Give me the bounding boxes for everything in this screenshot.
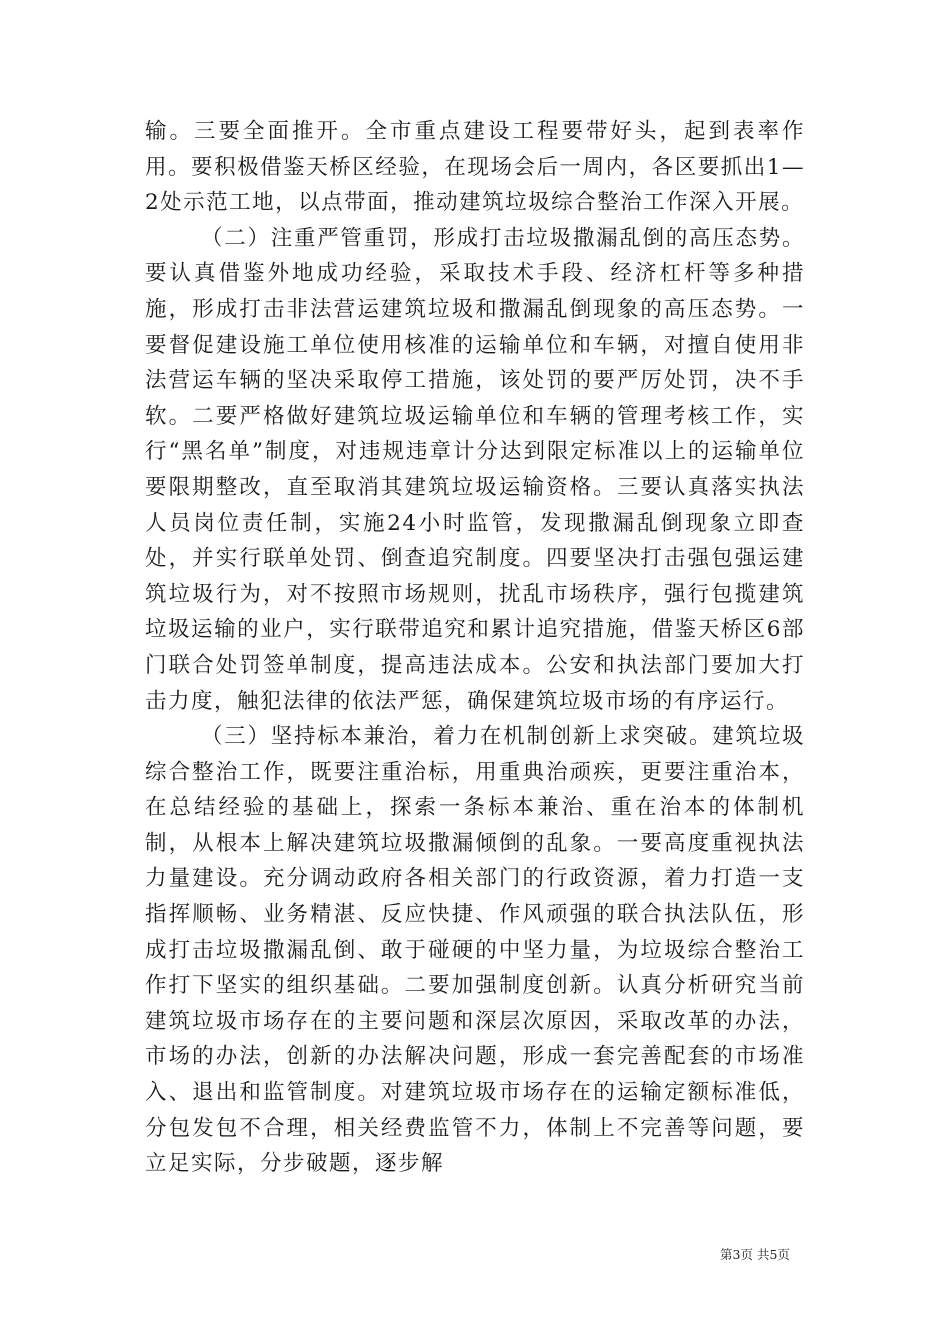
document-body (145, 114, 805, 1182)
paragraph-2: （二）注重严管重罚，形成打击垃圾撒漏乱倒的高压态势。要认真借鉴外地成功经验，采取技术手段、经济杠杆等多种措施，形成打击非法营运建筑垃圾和撒漏乱倒现象的高压态势。一要督促建设施工单位使用核准的运输单位和车辆，对擅自使用非法营运车辆的坚决采取停工措施，该处罚的要严厉处罚，决不手软。二要严格做好建筑垃圾运输单位和车辆的管理考核工作，实行“黑名单”制度，对违规违章计分达到限定标准以上的运输单位要限期整改，直至取消其建筑垃圾运输资格。三要认真落实执法人员岗位责任制，实施24小时监管，发现撒漏乱倒现象立即查处，并实行联单处罚、倒查追究制度。四要坚决打击强包强运建筑垃圾行为，对不按照市场规则，扰乱市场秩序，强行包揽建筑垃圾运输的业户，实行联带追究和累计追究措施，借鉴天桥区6部门联合处罚签单制度，提高违法成本。公安和执法部门要加大打击力度，触犯法律的依法严惩，确保建筑垃圾市场的有序运行。 (145, 225, 805, 714)
page-number-footer (720, 1247, 790, 1263)
footer-suffix: 页 (777, 1247, 790, 1262)
paragraph-1: 输。三要全面推开。全市重点建设工程要带好头，起到表率作用。要积极借鉴天桥区经验，在现场会后一周内，各区要抓出1—2处示范工地，以点带面，推动建筑垃圾综合整治工作深入开展。 (145, 119, 805, 216)
paragraph-3: （三）坚持标本兼治，着力在机制创新上求突破。建筑垃圾综合整治工作，既要注重治标，用重典治顽疾，更要注重治本，在总结经验的基础上，探索一条标本兼治、重在治本的体制机制，从根本上解决建筑垃圾撒漏倾倒的乱象。一要高度重视执法力量建设。充分调动政府各相关部门的行政资源，着力打造一支指挥顺畅、业务精湛、反应快捷、作风顽强的联合执法队伍，形成打击垃圾撒漏乱倒、敢于碰硬的中坚力量，为垃圾综合整治工作打下坚实的组织基础。二要加强制度创新。认真分析研究当前建筑垃圾市场存在的主要问题和深层次原因，采取改革的办法，市场的办法，创新的办法解决问题，形成一套完善配套的市场准入、退出和监管制度。对建筑垃圾市场存在的运输定额标准低，分包发包不合理，相关经费监管不力，体制上不完善等问题，要立足实际，分步破题，逐步解 (145, 724, 805, 1177)
total-page-count: 5 (769, 1247, 778, 1262)
footer-middle: 页 共 (740, 1247, 770, 1262)
current-page-number: 3 (732, 1247, 741, 1262)
footer-prefix: 第 (720, 1247, 733, 1262)
